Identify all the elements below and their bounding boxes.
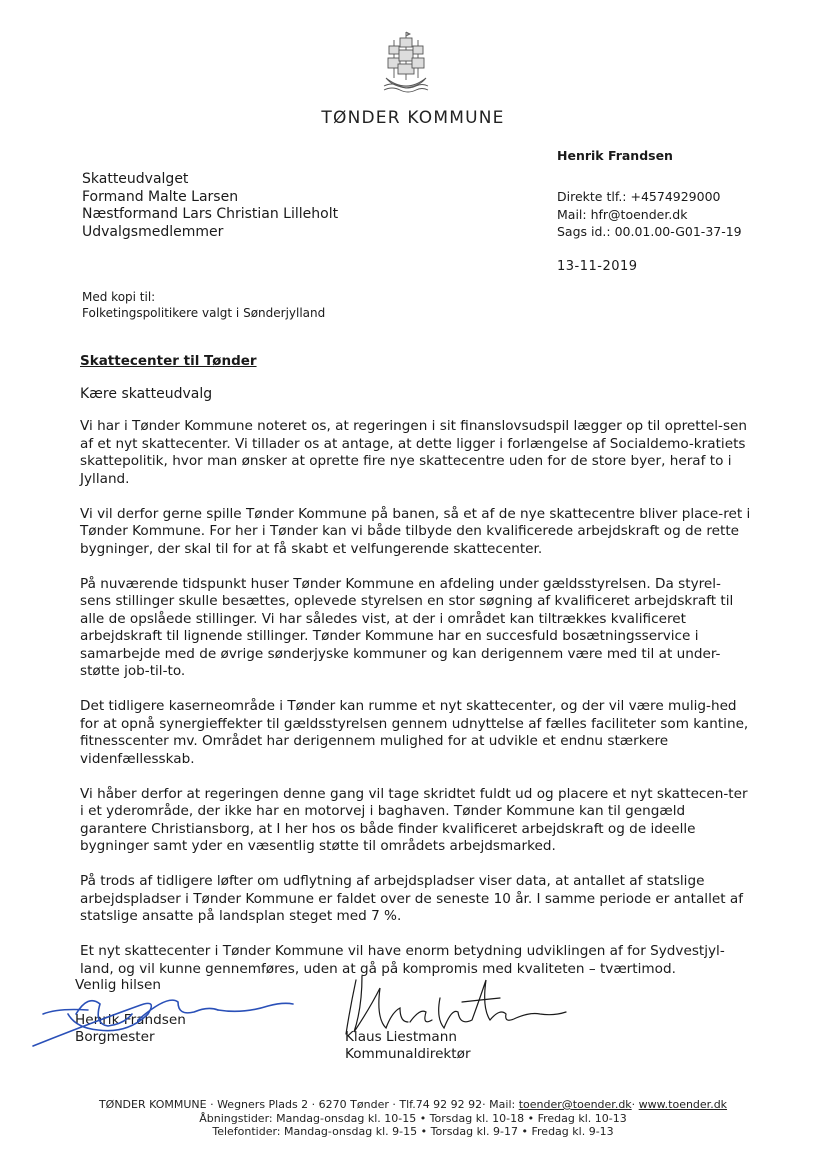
letter-body (80, 418, 752, 996)
sender-mail: Mail: hfr@toender.dk (557, 206, 688, 222)
signature-klaus-liestmann (340, 968, 570, 1040)
signatory-name-director: Klaus Liestmann (345, 1029, 457, 1045)
closing: Venlig hilsen (75, 977, 161, 993)
letter-date: 13-11-2019 (557, 259, 638, 274)
recipient-line: Udvalgsmedlemmer (82, 223, 224, 240)
cc-block (82, 289, 325, 321)
body-paragraph: Vi har i Tønder Kommune noteret os, at regeringen i sit finanslovsudspil lægger op til oprettel-sen af et nyt skattecenter. Vi tillader os at antage, at dette ligger i forlængelse af Socialdemo-kratiets skattepolitik, hvor man ønsker at oprette fire nye skattecentre uden for de store byer, heraf to i Jylland. (80, 418, 748, 487)
ship-crest-icon (380, 28, 432, 94)
organization-name: TØNDER KOMMUNE (321, 108, 505, 128)
footer-address: TØNDER KOMMUNE · Wegners Plads 2 · 6270 Tønder · Tlf.74 92 92 92· Mail: (98, 1098, 519, 1111)
signature-henrik-frandsen (28, 984, 298, 1054)
body-paragraph: Vi håber derfor at regeringen denne gang vil tage skridtet fuldt ud og placere et nyt skattecen-ter i et yderområde, der ikke har en motorvej i baghaven. Tønder Kommune kan til gengæld garantere Christiansborg, at I her hos os både finder kvalificeret arbejdskraft og de ideelle bygninger samt yder en væsentlig støtte til områdets arbejdsmarked. (80, 785, 748, 854)
recipient-line: Skatteudvalget (82, 171, 189, 187)
footer-phone-hours: Telefontider: Mandag-onsdag kl. 9-15 • Torsdag kl. 9-17 • Fredag kl. 9-13 (212, 1125, 614, 1138)
body-paragraph: Vi vil derfor gerne spille Tønder Kommune på banen, så et af de nye skattecentre bliver place-ret i Tønder Kommune. For her i Tønder kan vi både tilbyde den kvalificerede arbejdskraft og de rette bygninger, der skal til for at få skabt et velfungerende skattecenter. (80, 505, 751, 557)
body-paragraph: Et nyt skattecenter i Tønder Kommune vil have enorm betydning udviklingen af for Sydvestjyl-land, og vil kunne gennemføres, uden at gå på kompromis med kvaliteten – tværtimod. (80, 943, 725, 977)
case-id: Sags id.: 00.01.00-G01-37-19 (557, 224, 742, 239)
signatory-name-mayor: Henrik Frandsen (75, 1012, 186, 1028)
recipients-block (82, 171, 338, 241)
sender-contact (557, 188, 742, 241)
recipient-line: Næstformand Lars Christian Lilleholt (82, 206, 339, 222)
signatory-title-director: Kommunaldirektør (345, 1046, 471, 1062)
body-paragraph: Det tidligere kaserneområde i Tønder kan rumme et nyt skattecenter, og der vil være mulig-hed for at opnå synergieffekter til gældsstyrelsen gennem udnyttelse af fælles faciliteter som kantine, fitnesscenter mv. Området har derigennem mulighed for at udvikle et endnu stærkere videnfællesskab. (80, 698, 749, 767)
body-paragraph: På nuværende tidspunkt huser Tønder Kommune en afdeling under gældsstyrelsen. Da styrel-sens stillinger skulle besættes, oplevede styrelsen en stor søgning af kvalificeret arbejdskraft til alle de opslåede stillinger. Vi har således vist, at der i området kan tiltrækkes kvalificeret arbejdskraft til lignende stillinger. Tønder Kommune har en succesfuld bosætningsservice i samarbejde med de øvrige sønderjyske kommuner og kan derigennem være med til at under-støtte job-til-to. (80, 575, 734, 679)
body-paragraph: På trods af tidligere løfter om udflytning af arbejdspladser viser data, at antallet af statslige arbejdspladser i Tønder Kommune er faldet over de seneste 10 år. I samme periode er antallet af statslige ansatte på landsplan steget med 7 %. (80, 873, 743, 924)
cc-value: Folketingspolitikere valgt i Sønderjylland (82, 306, 326, 320)
footer-separator: · (631, 1098, 639, 1111)
signatory-title-mayor: Borgmester (75, 1029, 155, 1045)
sender-phone: Direkte tlf.: +4574929000 (557, 189, 721, 204)
footer-address-line (0, 1098, 826, 1112)
cc-label: Med kopi til: (82, 290, 156, 304)
salutation: Kære skatteudvalg (80, 386, 213, 402)
letter-subject: Skattecenter til Tønder (80, 353, 257, 369)
recipient-line: Formand Malte Larsen (82, 188, 239, 205)
sender-name: Henrik Frandsen (557, 148, 673, 163)
footer-opening-hours: Åbningstider: Mandag-onsdag kl. 10-15 • Torsdag kl. 10-18 • Fredag kl. 10-13 (199, 1111, 627, 1125)
footer-website-link[interactable]: www.toender.dk (638, 1098, 728, 1111)
footer (0, 1098, 826, 1139)
footer-email-link[interactable]: toender@toender.dk (518, 1098, 632, 1111)
